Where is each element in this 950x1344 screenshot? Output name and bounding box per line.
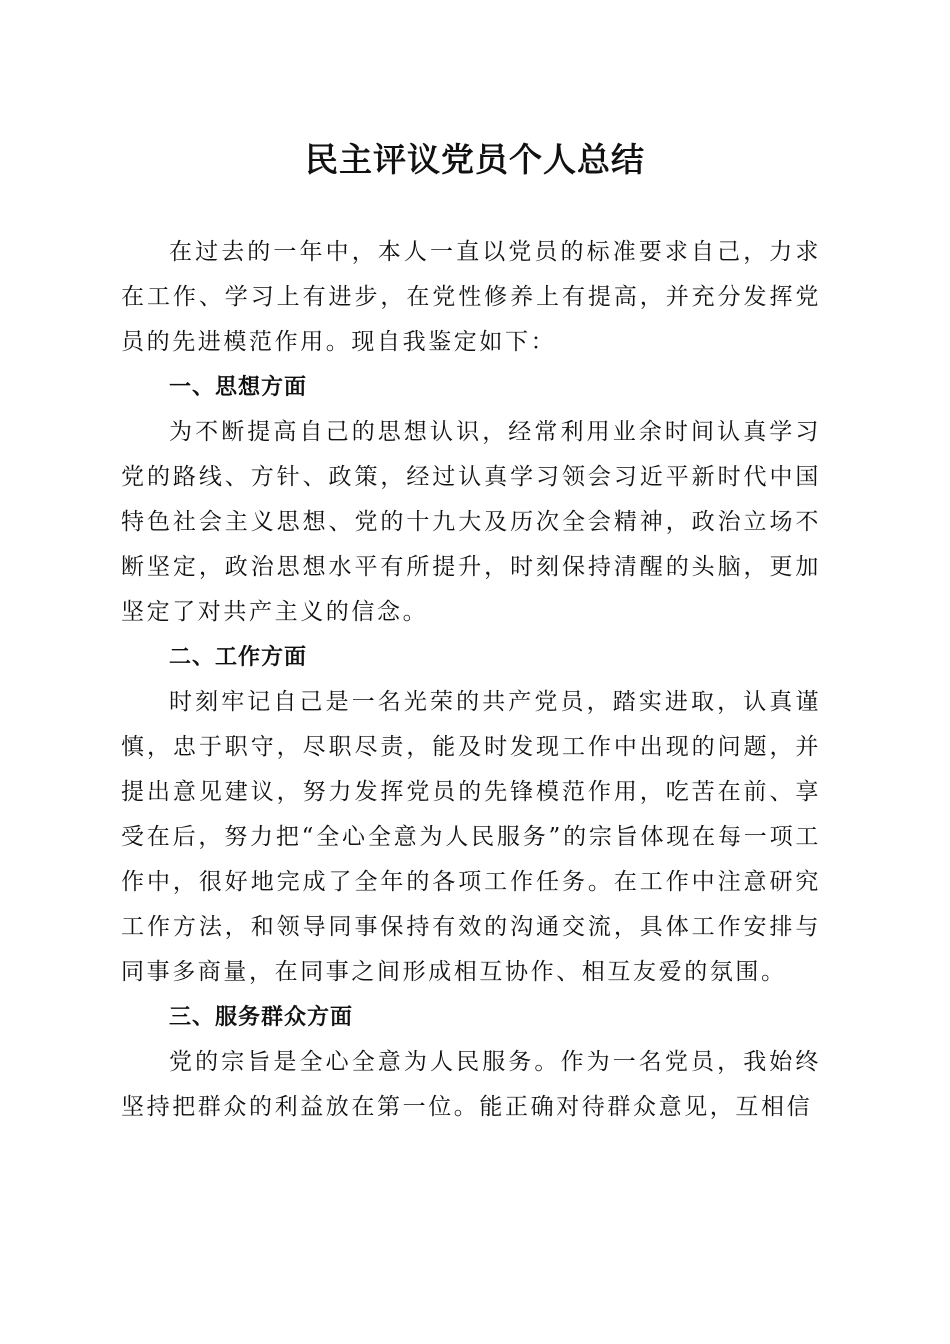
intro-paragraph: 在过去的一年中，本人一直以党员的标准要求自己，力求在工作、学习上有进步，在党性修养上有提高，并充分发挥党员的先进模范作用。现自我鉴定如下： [121, 239, 821, 355]
section-heading-thought: 一、思想方面 [169, 375, 308, 400]
section-heading-service: 三、服务群众方面 [169, 1005, 354, 1030]
section-text-service: 党的宗旨是全心全意为人民服务。作为一名党员，我始终坚持把群众的利益放在第一位。能正确对待群众意见，互相信 [121, 1049, 821, 1120]
section-heading-work: 二、工作方面 [169, 645, 308, 670]
document-body [121, 230, 821, 1130]
section-text-thought: 为不断提高自己的思想认识，经常利用业余时间认真学习党的路线、方针、政策，经过认真学习领会习近平新时代中国特色社会主义思想、党的十九大及历次全会精神，政治立场不断坚定，政治思想水平有所提升，时刻保持清醒的头脑，更加坚定了对共产主义的信念。 [121, 419, 821, 625]
section-text-work: 时刻牢记自己是一名光荣的共产党员，踏实进取，认真谨慎，忠于职守，尽职尽责，能及时发现工作中出现的问题，并提出意见建议，努力发挥党员的先锋模范作用，吃苦在前、享受在后，努力把“全心全意为人民服务”的宗旨体现在每一项工作中，很好地完成了全年的各项工作任务。在工作中注意研究工作方法，和领导同事保持有效的沟通交流，具体工作安排与同事多商量，在同事之间形成相互协作、相互友爱的氛围。 [121, 689, 821, 985]
document-title: 民主评议党员个人总结 [305, 140, 645, 179]
